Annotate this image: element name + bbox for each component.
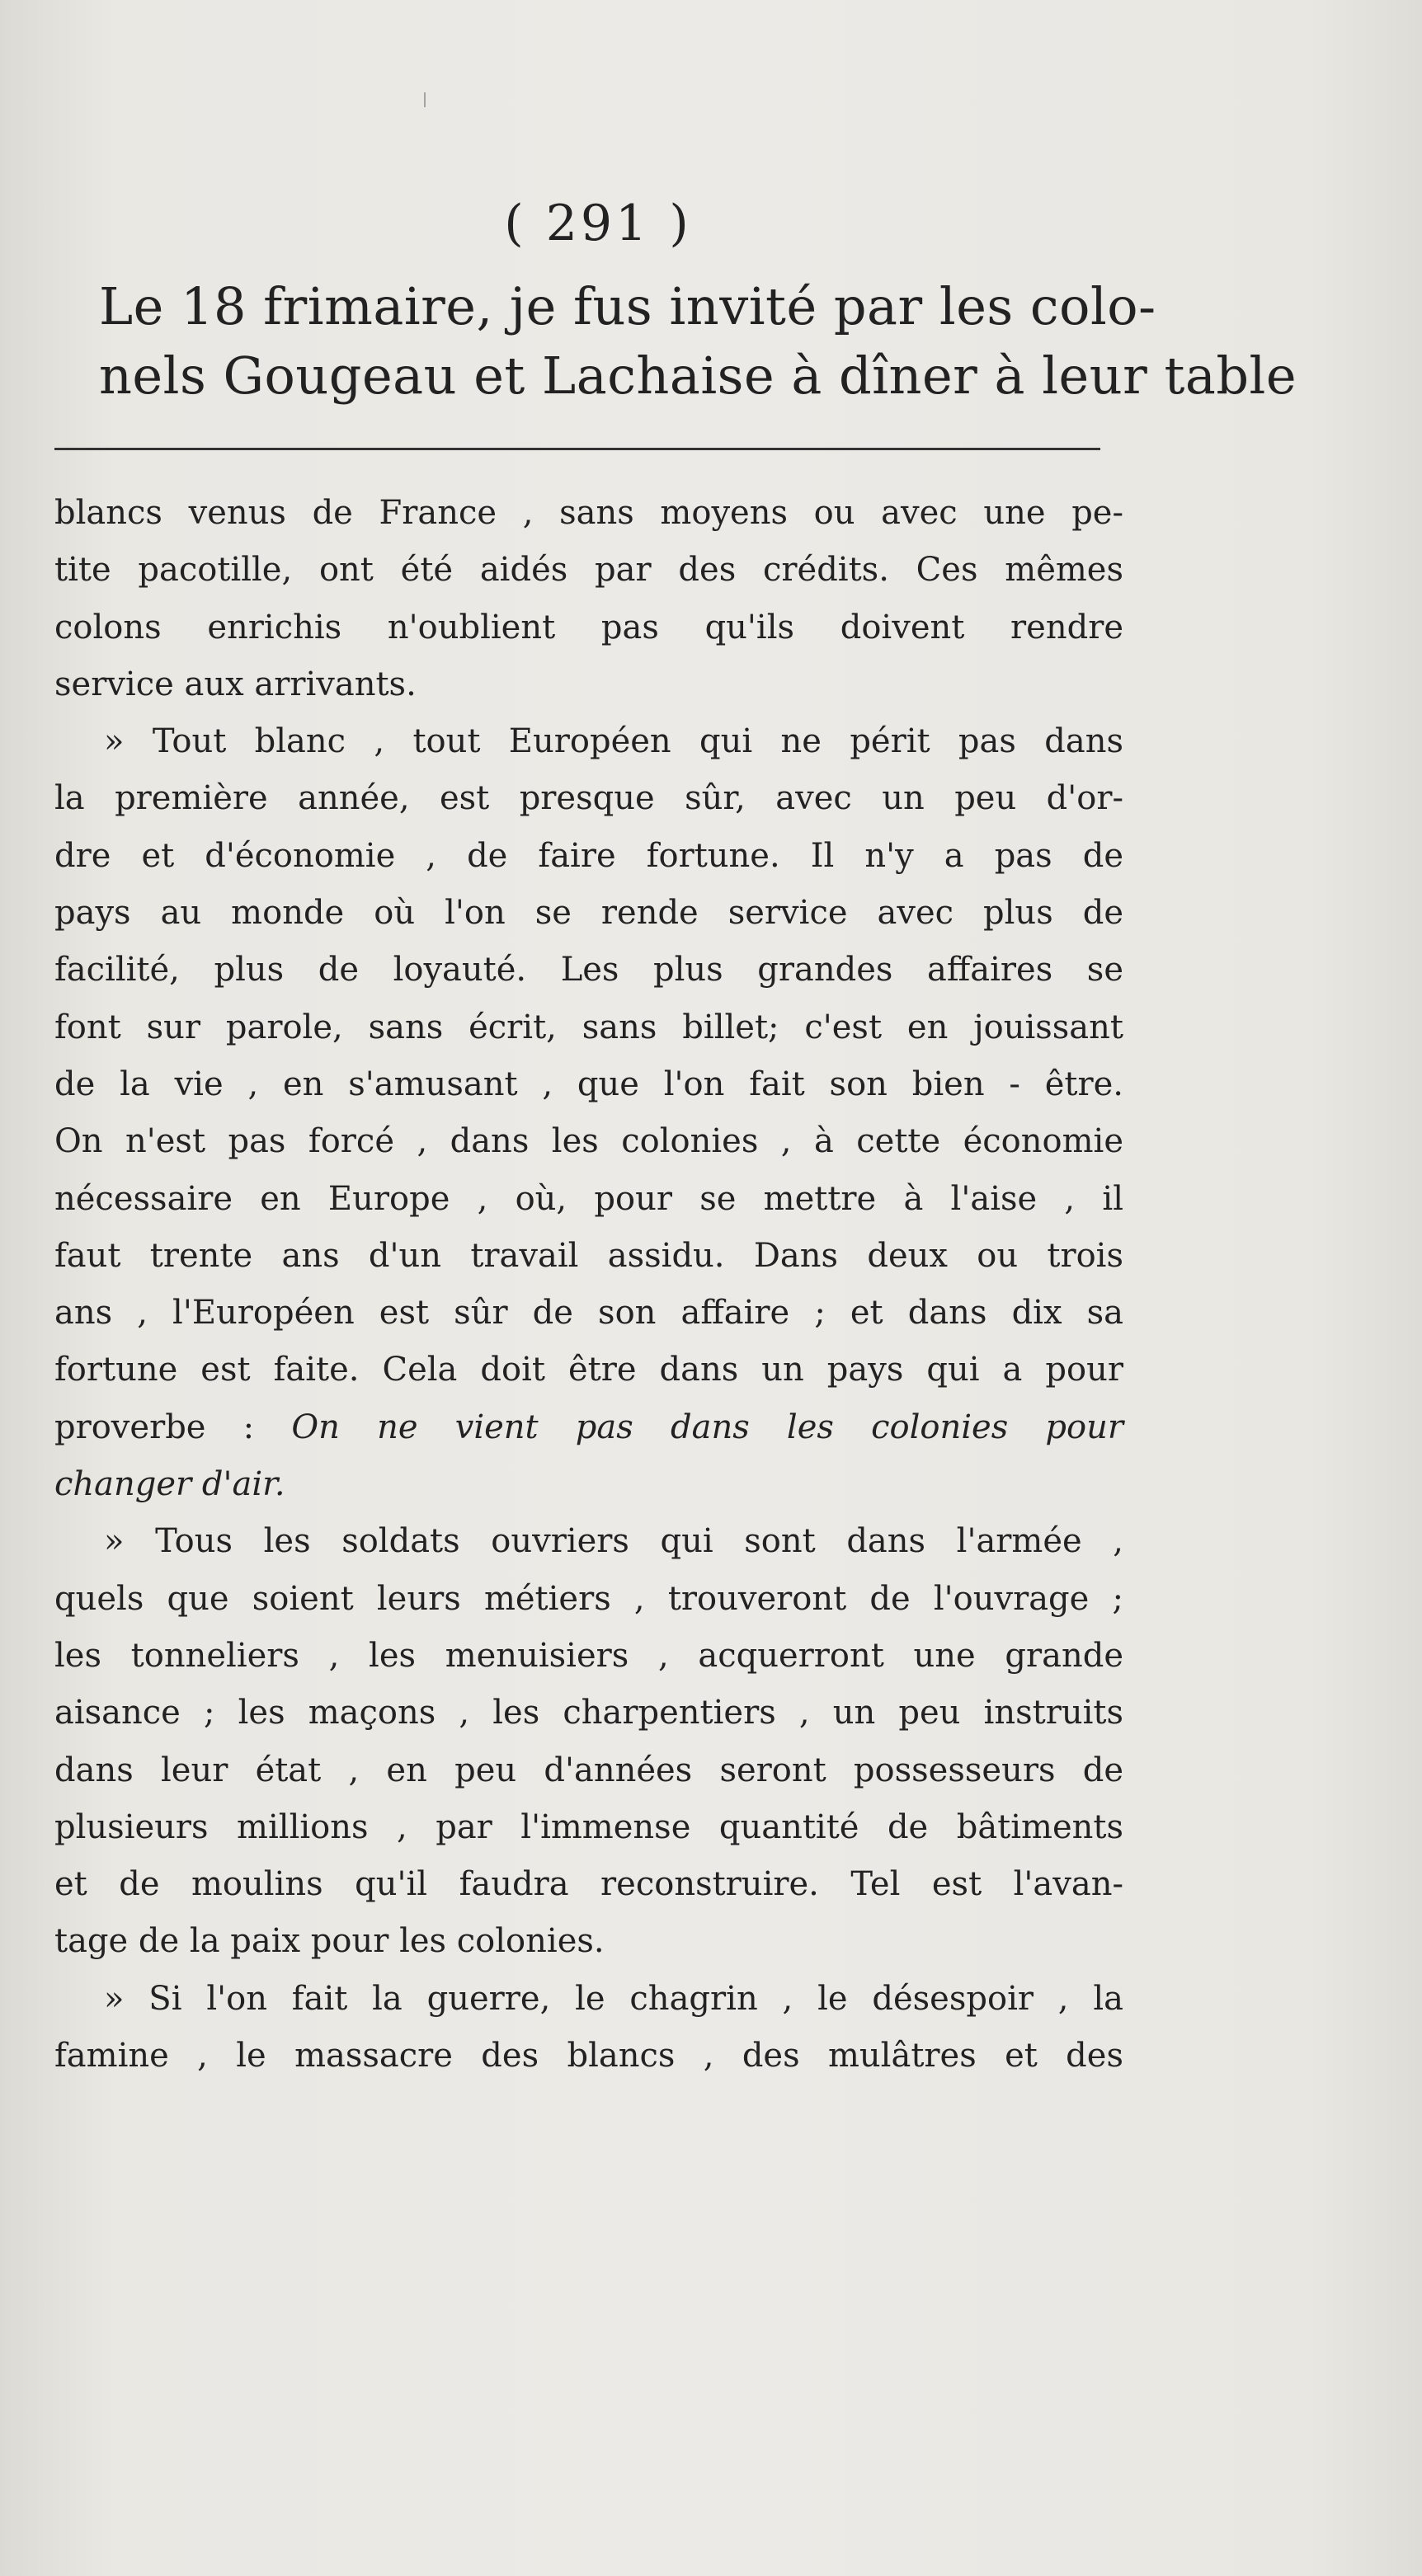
text-line: On n'est pas forcé , dans les colonies , à cette économie xyxy=(54,1122,1123,1161)
text-line: dre et d'économie , de faire fortune. Il n'y a pas de xyxy=(54,836,1123,875)
text-line: font sur parole, sans écrit, sans billet; c'est en jouissant xyxy=(54,1008,1123,1046)
text-line: fortune est faite. Cela doit être dans un pays qui a pour xyxy=(54,1351,1123,1389)
text-line: » Tous les soldats ouvriers qui sont dans l'armée , xyxy=(104,1522,1123,1561)
text-line: de la vie , en s'amusant , que l'on fait son bien - être. xyxy=(54,1065,1123,1103)
text-line: service aux arrivants. xyxy=(54,665,417,703)
text-line: colons enrichis n'oublient pas qu'ils doivent rendre xyxy=(54,608,1123,646)
text-line: famine , le massacre des blancs , des mulâtres et des xyxy=(54,2037,1123,2075)
header-line: Le 18 frimaire, je fus invité par les colo- xyxy=(99,276,1156,336)
header-line: nels Gougeau et Lachaise à dîner à leur table xyxy=(99,346,1297,406)
text-line: plusieurs millions , par l'immense quantité de bâtiments xyxy=(54,1807,1123,1846)
text-line: pays au monde où l'on se rende service avec plus de xyxy=(54,894,1123,933)
body-text xyxy=(54,485,1123,2085)
text-line: tite pacotille, ont été aidés par des crédits. Ces mêmes xyxy=(54,551,1123,590)
header-paragraph xyxy=(99,272,1297,411)
text-line: » Tout blanc , tout Européen qui ne périt pas dans xyxy=(104,722,1123,761)
ink-mark xyxy=(424,92,426,107)
italic-proverb: On ne vient pas dans les colonies pour xyxy=(291,1408,1123,1446)
text-line: et de moulins qu'il faudra reconstruire. Tel est l'avan- xyxy=(54,1865,1123,1904)
text-line: faut trente ans d'un travail assidu. Dans deux ou trois xyxy=(54,1236,1123,1275)
text-line: la première année, est presque sûr, avec un peu d'or- xyxy=(54,779,1123,818)
text-line: tage de la paix pour les colonies. xyxy=(54,1922,605,1961)
text-line: ans , l'Européen est sûr de son affaire ; et dans dix sa xyxy=(54,1294,1123,1333)
horizontal-rule xyxy=(54,448,1100,450)
text-line: dans leur état , en peu d'années seront possesseurs de xyxy=(54,1751,1123,1789)
text-line: changer d'air. xyxy=(54,1465,285,1504)
text-line: facilité, plus de loyauté. Les plus grandes affaires se xyxy=(54,951,1123,990)
text-line: nécessaire en Europe , où, pour se mettre à l'aise , il xyxy=(54,1179,1123,1218)
text-line: » Si l'on fait la guerre, le chagrin , le désespoir , la xyxy=(104,1979,1123,2018)
text-line: les tonneliers , les menuisiers , acquerront une grande xyxy=(54,1636,1123,1675)
text-segment: proverbe : xyxy=(54,1408,292,1446)
text-line: quels que soient leurs métiers , trouveront de l'ouvrage ; xyxy=(54,1579,1123,1618)
text-line: blancs venus de France , sans moyens ou avec une pe- xyxy=(54,494,1123,532)
text-line: aisance ; les maçons , les charpentiers , un peu instruits xyxy=(54,1694,1123,1732)
text-line xyxy=(54,1399,1123,1456)
page-number: ( 291 ) xyxy=(504,195,692,252)
